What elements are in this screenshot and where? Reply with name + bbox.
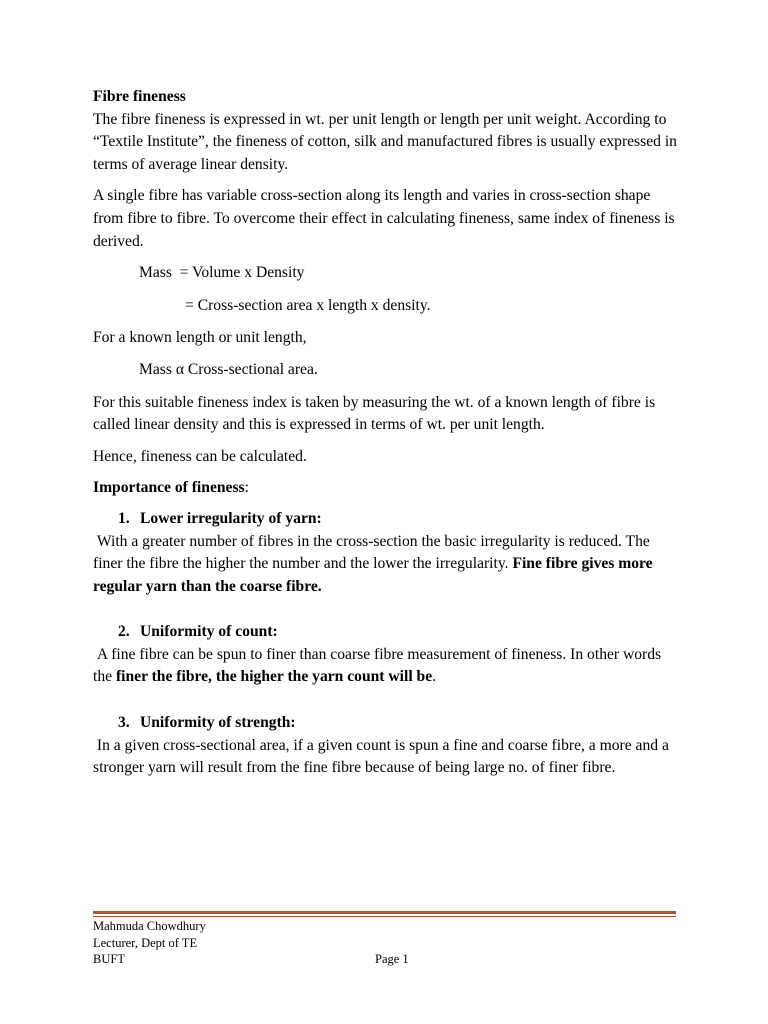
importance-heading <box>93 477 678 500</box>
paragraph-known-length: For a known length or unit length, <box>93 329 307 347</box>
footer-institution: BUFT <box>93 952 125 966</box>
importance-item-2 <box>93 621 678 689</box>
item-text: With a greater number of fibres in the cross-section the basic irregularity is reduced. The finer the fibre the higher the number and the lower the irregularity. <box>93 532 654 573</box>
footer-page-number: Page 1 <box>375 952 409 966</box>
item-body: In a given cross-sectional area, if a given count is spun a fine and coarse fibre, a more and a stronger yarn will result from the fine fibre because of being large no. of finer fibre. <box>93 736 673 777</box>
item-emphasis: finer the fibre, the higher the yarn count will be <box>115 668 433 686</box>
formula-mass-volume: Mass = Volume x Density <box>139 264 305 282</box>
item-heading-text: Uniformity of strength: <box>140 714 296 732</box>
item-number: 2. <box>118 623 130 641</box>
item-body <box>93 644 678 689</box>
item-number: 1. <box>118 509 130 527</box>
footer-author: Mahmuda Chowdhury <box>93 919 206 933</box>
formula-cross-section-area: = Cross-section area x length x density. <box>185 296 431 314</box>
item-heading <box>93 712 678 735</box>
item-body <box>93 531 678 599</box>
page-footer <box>93 918 676 968</box>
paragraph-definition: The fibre fineness is expressed in wt. per unit length or length per unit weight. According to “Textile Institute”, the fineness of cotton, silk and manufactured fibres is usually expressed in terms of average linear density. <box>93 110 677 173</box>
paragraph-cross-section: A single fibre has variable cross-section along its length and varies in cross-section shape from fibre to fibre. To overcome their effect in calculating fineness, same index of fineness is derived. <box>93 187 675 250</box>
item-emphasis: Fine fibre gives more regular yarn than the coarse fibre. <box>93 555 657 595</box>
item-heading <box>93 621 678 644</box>
item-text-end: . <box>432 668 437 686</box>
footer-position: Lecturer, Dept of TE <box>93 935 198 950</box>
item-number: 3. <box>118 714 130 732</box>
importance-heading-text: Importance of fineness <box>93 479 245 497</box>
footer-rule-thin <box>93 916 676 917</box>
item-heading-text: Lower irregularity of yarn: <box>140 509 322 527</box>
importance-item-1 <box>93 508 678 598</box>
importance-heading-colon: : <box>244 479 249 497</box>
document-body <box>93 86 678 803</box>
document-title: Fibre fineness <box>93 88 186 105</box>
item-heading <box>93 508 678 531</box>
formula-mass-proportional: Mass α Cross-sectional area. <box>139 360 318 378</box>
item-heading-text: Uniformity of count: <box>140 623 278 641</box>
paragraph-hence: Hence, fineness can be calculated. <box>93 447 307 465</box>
item-text: A fine fibre can be spun to finer than coarse fibre measurement of fineness. In other words the <box>93 645 666 686</box>
paragraph-linear-density: For this suitable fineness index is taken by measuring the wt. of a known length of fibre is called linear density and this is expressed in terms of wt. per unit length. <box>93 393 656 434</box>
footer-rule-thick <box>93 911 676 914</box>
importance-item-3 <box>93 712 678 780</box>
